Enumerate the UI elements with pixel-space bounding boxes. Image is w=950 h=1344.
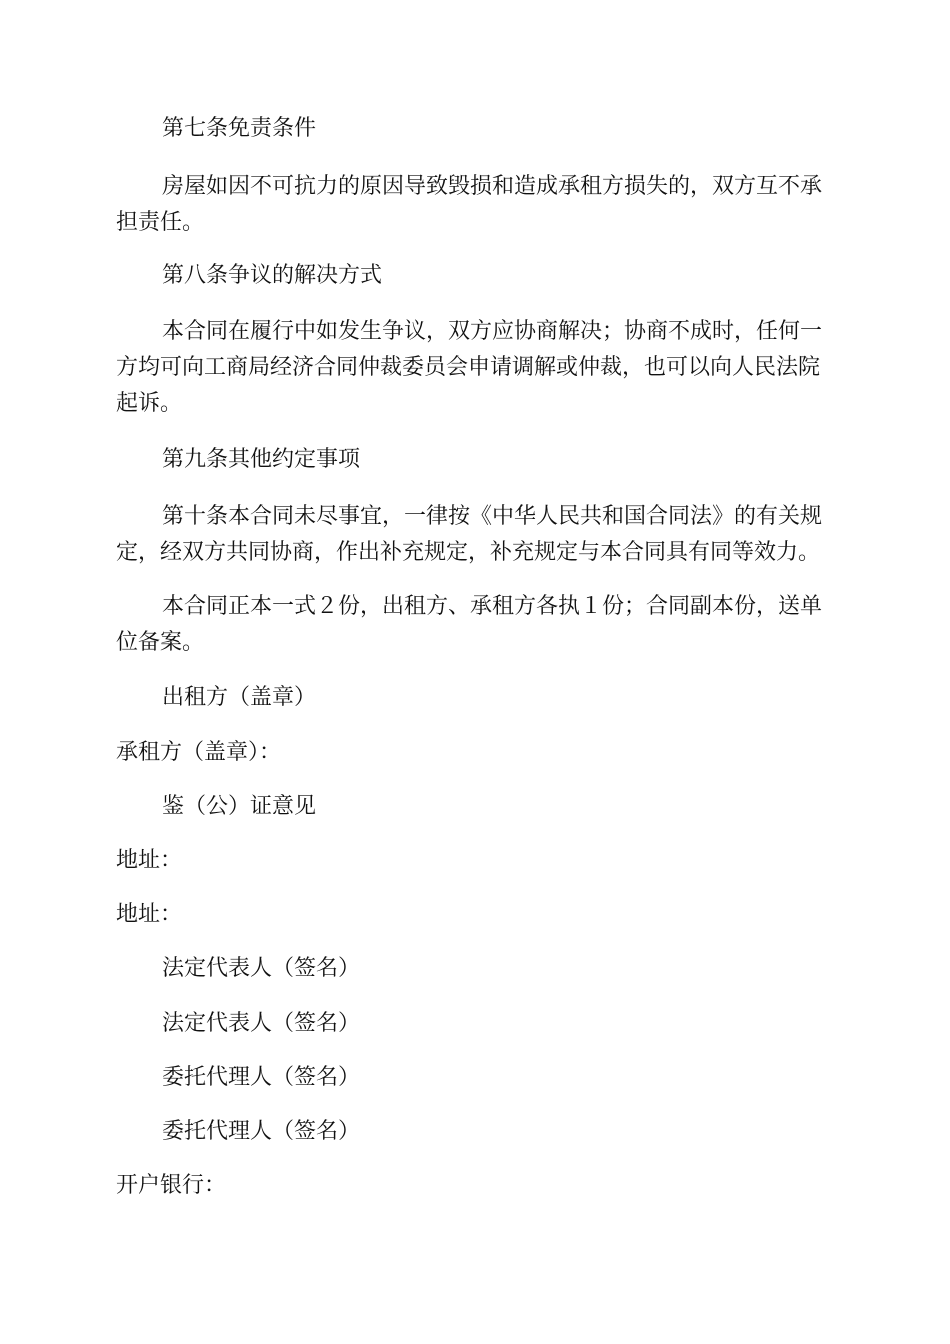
lessee-seal-label: 承租方（盖章）： bbox=[116, 740, 282, 765]
notarization-opinion-label: 鉴（公）证意见 bbox=[162, 794, 317, 819]
bank-account-label: 开户银行： bbox=[116, 1173, 227, 1198]
authorized-agent-label-2: 委托代理人（签名） bbox=[162, 1119, 361, 1144]
legal-representative-label-1: 法定代表人（签名） bbox=[162, 956, 361, 981]
legal-representative-label-2: 法定代表人（签名） bbox=[162, 1011, 361, 1036]
address-label-2: 地址： bbox=[116, 902, 183, 927]
address-label-1: 地址： bbox=[116, 848, 183, 873]
article-7-body: 房屋如因不可抗力的原因导致毁损和造成承租方损失的，双方互不承担责任。 bbox=[116, 174, 823, 235]
lessor-seal-label: 出租方（盖章） bbox=[162, 685, 317, 710]
article-9-heading: 第九条其他约定事项 bbox=[162, 447, 361, 472]
article-8-heading: 第八条争议的解决方式 bbox=[162, 263, 383, 288]
authorized-agent-label-1: 委托代理人（签名） bbox=[162, 1065, 361, 1090]
article-8-body: 本合同在履行中如发生争议，双方应协商解决；协商不成时，任何一方均可向工商局经济合同仲裁委员会申请调解或仲裁，也可以向人民法院起诉。 bbox=[116, 319, 823, 416]
article-10-body: 第十条本合同未尽事宜，一律按《中华人民共和国合同法》的有关规定，经双方共同协商，作出补充规定，补充规定与本合同具有同等效力。 bbox=[116, 504, 823, 565]
copies-clause: 本合同正本一式２份，出租方、承租方各执１份；合同副本份，送单位备案。 bbox=[116, 594, 823, 655]
article-7-heading: 第七条免责条件 bbox=[162, 116, 317, 141]
